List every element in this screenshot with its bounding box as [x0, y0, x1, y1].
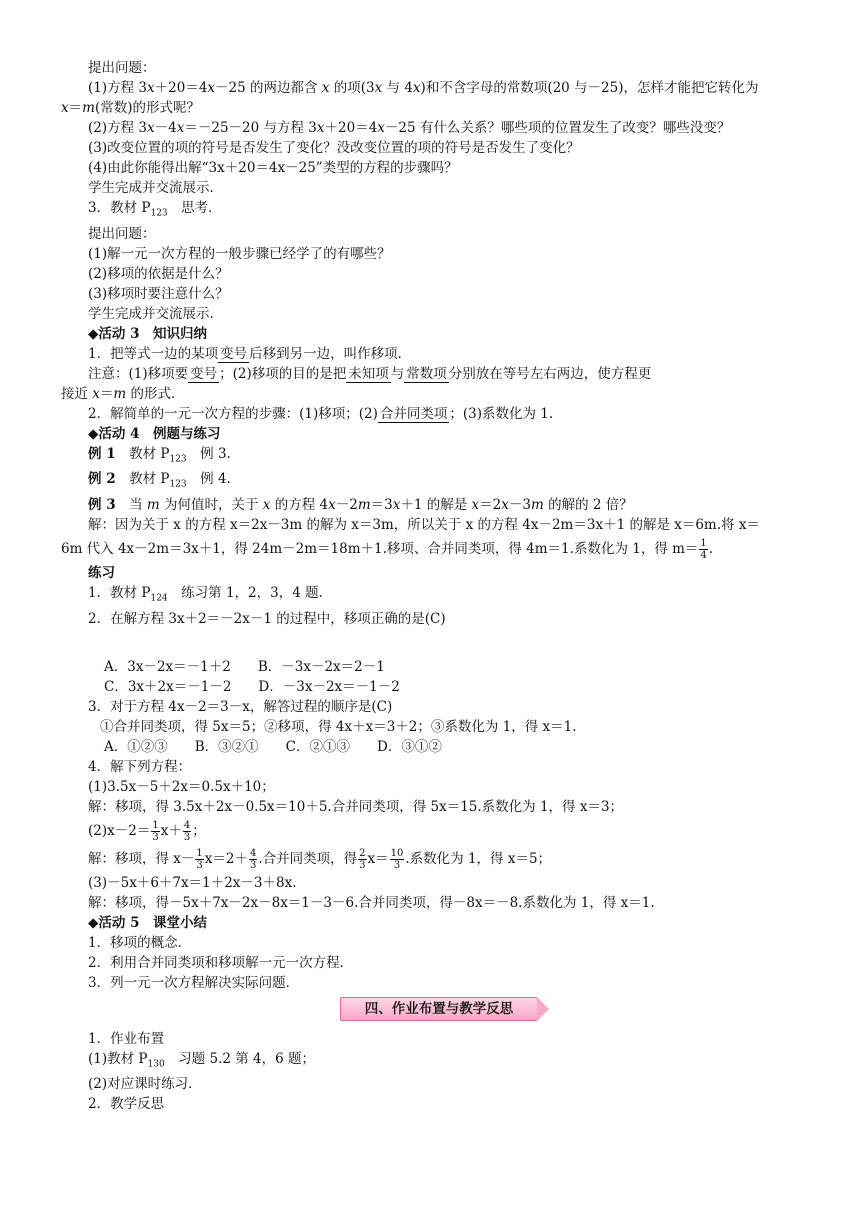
text-line: (3)移项时要注意什么？ [88, 285, 229, 302]
exercise-line: 4．解下列方程： [88, 758, 192, 775]
text-line: (1)解一元一次方程的一般步骤已经学了的有哪些？ [88, 245, 391, 262]
text-line: 注意：(1)移项要 变号 ；(2)移项的目的是把 未知项 与 常数项 分别放在等号左右两边，使方程更 [88, 365, 652, 382]
text-line: (1)方程 3x＋20＝4x－25 的两边都含 x 的项(3x 与 4x)和不含字母的常数项(20 与－25)，怎样才能把它转化为 [88, 80, 759, 96]
section-heading: 练习 [88, 565, 115, 582]
text-line: 1．作业布置 [88, 1030, 165, 1047]
text-line: (3)－5x＋6＋7x＝1＋2x－3＋8x. [88, 874, 297, 891]
exercise-line: 2．在解方程 3x＋2＝－2x－1 的过程中，移项正确的是(C) [88, 610, 446, 627]
text-line: ①合并同类项，得 5x＝5；②移项，得 4x＋x＝3＋2；③系数化为 1，得 x＝1. [100, 718, 577, 735]
text-line: 1．把等式一边的某项 变号 后移到另一边，叫作移项． [88, 345, 412, 362]
exercise-line: 3．对于方程 4x－2＝3－x，解答过程的顺序是(C) [88, 698, 393, 715]
option-line: C．3x＋2x＝－1－2 D．－3x－2x＝－1－2 [104, 678, 400, 695]
text-line: x＝m(常数)的形式呢？ [61, 100, 200, 116]
example-line: 例 2 教材 $P_{123}$ 例 4. [88, 471, 231, 491]
text-line: (2)方程 3x－4x＝－25－20 与方程 3x＋20＝4x－25 有什么关系？哪些项的位置发生了改变？哪些没变？ [88, 120, 731, 136]
solution-line: 解：移项，得 3.5x＋2x－0.5x＝10＋5.合并同类项，得 5x＝15.系数化为 1，得 x＝3； [88, 798, 624, 815]
text-line: 1．移项的概念． [88, 934, 192, 951]
text-line: 3．教材 $P_{123}$ 思考． [88, 200, 222, 219]
text-line: (1)3.5x－5＋2x＝0.5x＋10； [88, 778, 275, 795]
fraction: $\frac{10}{3}$ [390, 847, 404, 871]
text-line: (3)改变位置的项的符号是否发生了变化？没改变位置的项的符号是否发生了变化？ [88, 140, 580, 156]
solution-line: 解：移项，得 x－ $\frac{1}{3}$ x＝2＋ $\frac{4}{3}$ .合并同类项，得 $\frac{2}{3}$ x＝ $\frac{10}{3}$ .系数化为 1，得 x＝5； [88, 847, 552, 871]
text-line: 2．利用合并同类项和移项解一元一次方程． [88, 954, 354, 971]
fill-blank: 变号 [190, 365, 218, 382]
example-line: 例 1 教材 $P_{123}$ 例 3. [88, 445, 231, 465]
fraction: $\frac{1}{4}$ [700, 538, 707, 562]
fraction: $\frac{2}{3}$ [359, 847, 366, 871]
text-line: (2)对应课时练习． [88, 1076, 202, 1093]
section-banner: 四、作业布置与教学反思 [340, 997, 538, 1021]
fraction: $\frac{4}{3}$ [183, 819, 191, 843]
document-page [61, 58, 788, 1114]
fraction: $\frac{4}{3}$ [249, 847, 257, 871]
exercise-line: 1．教材 $P_{124}$ 练习第 1，2，3，4 题． [88, 585, 333, 604]
fraction: $\frac{1}{3}$ [196, 847, 203, 871]
example-line: 例 3 当 m 为何值时，关于 x 的方程 4x－2m＝3x＋1 的解是 x＝2x－3m 的解的 2 倍？ [88, 497, 633, 514]
solution-line: 6m 代入 4x－2m＝3x＋1，得 24m－2m＝18m＋1.移项、合并同类项，得 4m＝1.系数化为 1，得 m＝ $\frac{1}{4}$ . [61, 538, 714, 562]
fill-blank: 未知项 [348, 365, 389, 382]
section-heading: ◆活动 3 知识归纳 [88, 325, 207, 342]
text-line: 2．解简单的一元一次方程的步骤：(1)移项；(2) 合并同类项 ；(3)系数化为 1. [88, 405, 554, 422]
text-line: 提出问题： [88, 225, 156, 242]
solution-line: 解：移项，得－5x＋7x－2x－8x＝1－3－6.合并同类项，得－8x＝－8.系数化为 1，得 x＝1. [88, 894, 655, 911]
text-line: 3．列一元一次方程解决实际问题． [88, 974, 300, 991]
text-line: (1)教材 $P_{130}$ 习题 5.2 第 4，6 题； [88, 1050, 316, 1070]
option-line: A．①②③ B．③②① C．②①③ D．③①② [104, 738, 442, 755]
fraction: $\frac{1}{3}$ [152, 819, 159, 843]
text-line: (2)x－2＝ $\frac{1}{3}$ x＋ $\frac{4}{3}$ ； [88, 819, 206, 843]
text-line: 提出问题： [88, 60, 156, 76]
section-banner-wrap [88, 997, 788, 1023]
text-line: 学生完成并交流展示． [88, 180, 223, 196]
section-heading: ◆活动 4 例题与练习 [88, 425, 221, 442]
text-line: 2．教学反思 [88, 1096, 165, 1113]
option-line: A．3x－2x＝－1＋2 B．－3x－2x＝2－1 [104, 658, 385, 675]
section-heading: ◆活动 5 课堂小结 [88, 914, 207, 931]
fill-blank: 合并同类项 [379, 405, 448, 422]
fill-blank: 变号 [220, 345, 248, 362]
text-line: (2)移项的依据是什么？ [88, 265, 229, 282]
text-line: 接近 x＝m 的形式． [61, 385, 185, 402]
fill-blank: 常数项 [406, 365, 447, 382]
text-line: (4)由此你能得出解“3x＋20＝4x－25”类型的方程的步骤吗？ [88, 160, 458, 176]
solution-line: 解：因为关于 x 的方程 x＝2x－3m 的解为 x＝3m，所以关于 x 的方程 4x－2m＝3x＋1 的解是 x＝6m.将 x＝ [88, 517, 760, 534]
text-line: 学生完成并交流展示． [88, 305, 223, 322]
